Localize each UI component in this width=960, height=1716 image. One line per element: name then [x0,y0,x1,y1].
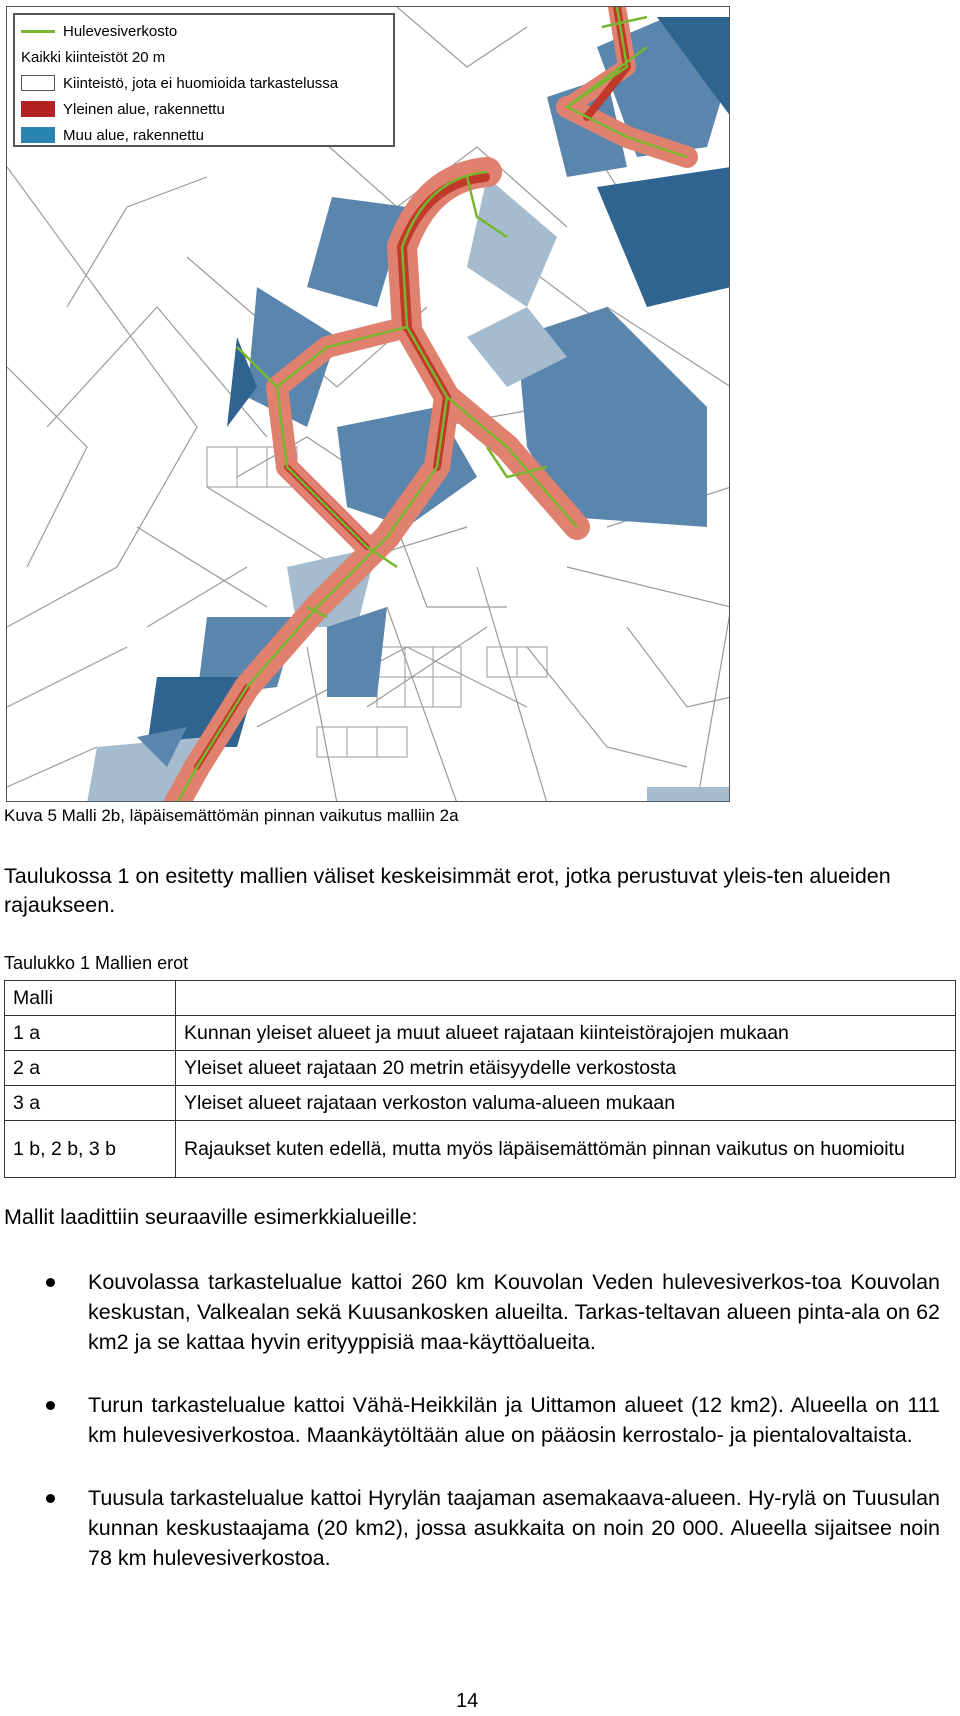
legend-item [21,99,225,119]
figure-caption: Kuva 5 Malli 2b, läpäisemättömän pinnan vaikutus malliin 2a [4,806,459,825]
map-legend [13,13,395,147]
legend-item [21,21,177,41]
areas-heading: Mallit laadittiin seuraaville esimerkkialueille: [4,1205,418,1229]
table-cell-description: Rajaukset kuten edellä, mutta myös läpäisemättömän pinnan vaikutus on huomioitu [176,1121,956,1178]
legend-item [21,125,204,145]
list-item [0,1483,940,1573]
legend-label: Hulevesiverkosto [63,22,178,40]
table-cell-description: Yleiset alueet rajataan 20 metrin etäisyydelle verkostosta [176,1051,956,1086]
list-item [0,1390,940,1450]
table-cell-description: Kunnan yleiset alueet ja muut alueet rajataan kiinteistörajojen mukaan [176,1016,956,1051]
table-header-description [176,981,956,1016]
table-cell-description: Yleiset alueet rajataan verkoston valuma-alueen mukaan [176,1086,956,1121]
table-cell-model: 2 a [5,1051,176,1086]
list-item-text: Kouvolassa tarkastelualue kattoi 260 km Kouvolan Veden hulevesiverkos-toa Kouvolan keskustan, Valkealan sekä Kuusankosken alueilta. Tarkas-teltavan alueen pinta-ala on 62 km2 ja se kattaa hyvin erityyppisiä maa-käyttöalueita. [88,1270,940,1354]
legend-label: Kiinteistö, jota ei huomioida tarkastelussa [63,74,339,92]
legend-line-swatch [21,30,55,33]
intro-paragraph: Taulukossa 1 on esitetty mallien väliset keskeisimmät erot, jotka perustuvat yleis-ten alueiden rajaukseen. [4,864,891,917]
table-row [5,1121,956,1178]
legend-box-swatch [21,127,55,143]
models-table [4,980,956,1178]
bullet-icon [46,1278,55,1287]
table-caption: Taulukko 1 Mallien erot [4,953,189,973]
list-item-text: Tuusula tarkastelualue kattoi Hyrylän taajaman asemakaava-alueen. Hy-rylä on Tuusulan kunnan keskustaajama (20 km2), jossa asukkaita on noin 20 000. Alueella sijaitsee noin 78 km hulevesiverkostoa. [88,1486,940,1570]
table-header-model: Malli [5,981,176,1016]
legend-label: Muu alue, rakennettu [63,126,204,144]
table-row [5,1051,956,1086]
list-item [0,1267,940,1357]
legend-item [21,47,165,67]
table-row [5,1086,956,1121]
map-figure [6,6,730,802]
legend-box-swatch [21,101,55,117]
table-cell-model: 1 a [5,1016,176,1051]
areas-list [0,1267,940,1606]
bullet-icon [46,1494,55,1503]
table-row [5,1016,956,1051]
legend-label: Kaikki kiinteistöt 20 m [21,48,166,66]
legend-item [21,73,338,93]
table-cell-model: 1 b, 2 b, 3 b [5,1121,176,1178]
legend-box-swatch [21,75,55,91]
table-cell-model: 3 a [5,1086,176,1121]
page-number: 14 [456,1690,479,1712]
list-item-text: Turun tarkastelualue kattoi Vähä-Heikkilän ja Uittamon alueet (12 km2). Alueella on 111 km hulevesiverkostoa. Maankäytöltään alue on pääosin kerrostalo- ja pientalovaltaista. [88,1393,940,1447]
legend-label: Yleinen alue, rakennettu [63,100,225,118]
table-header-row [5,981,956,1016]
bullet-icon [46,1401,55,1410]
